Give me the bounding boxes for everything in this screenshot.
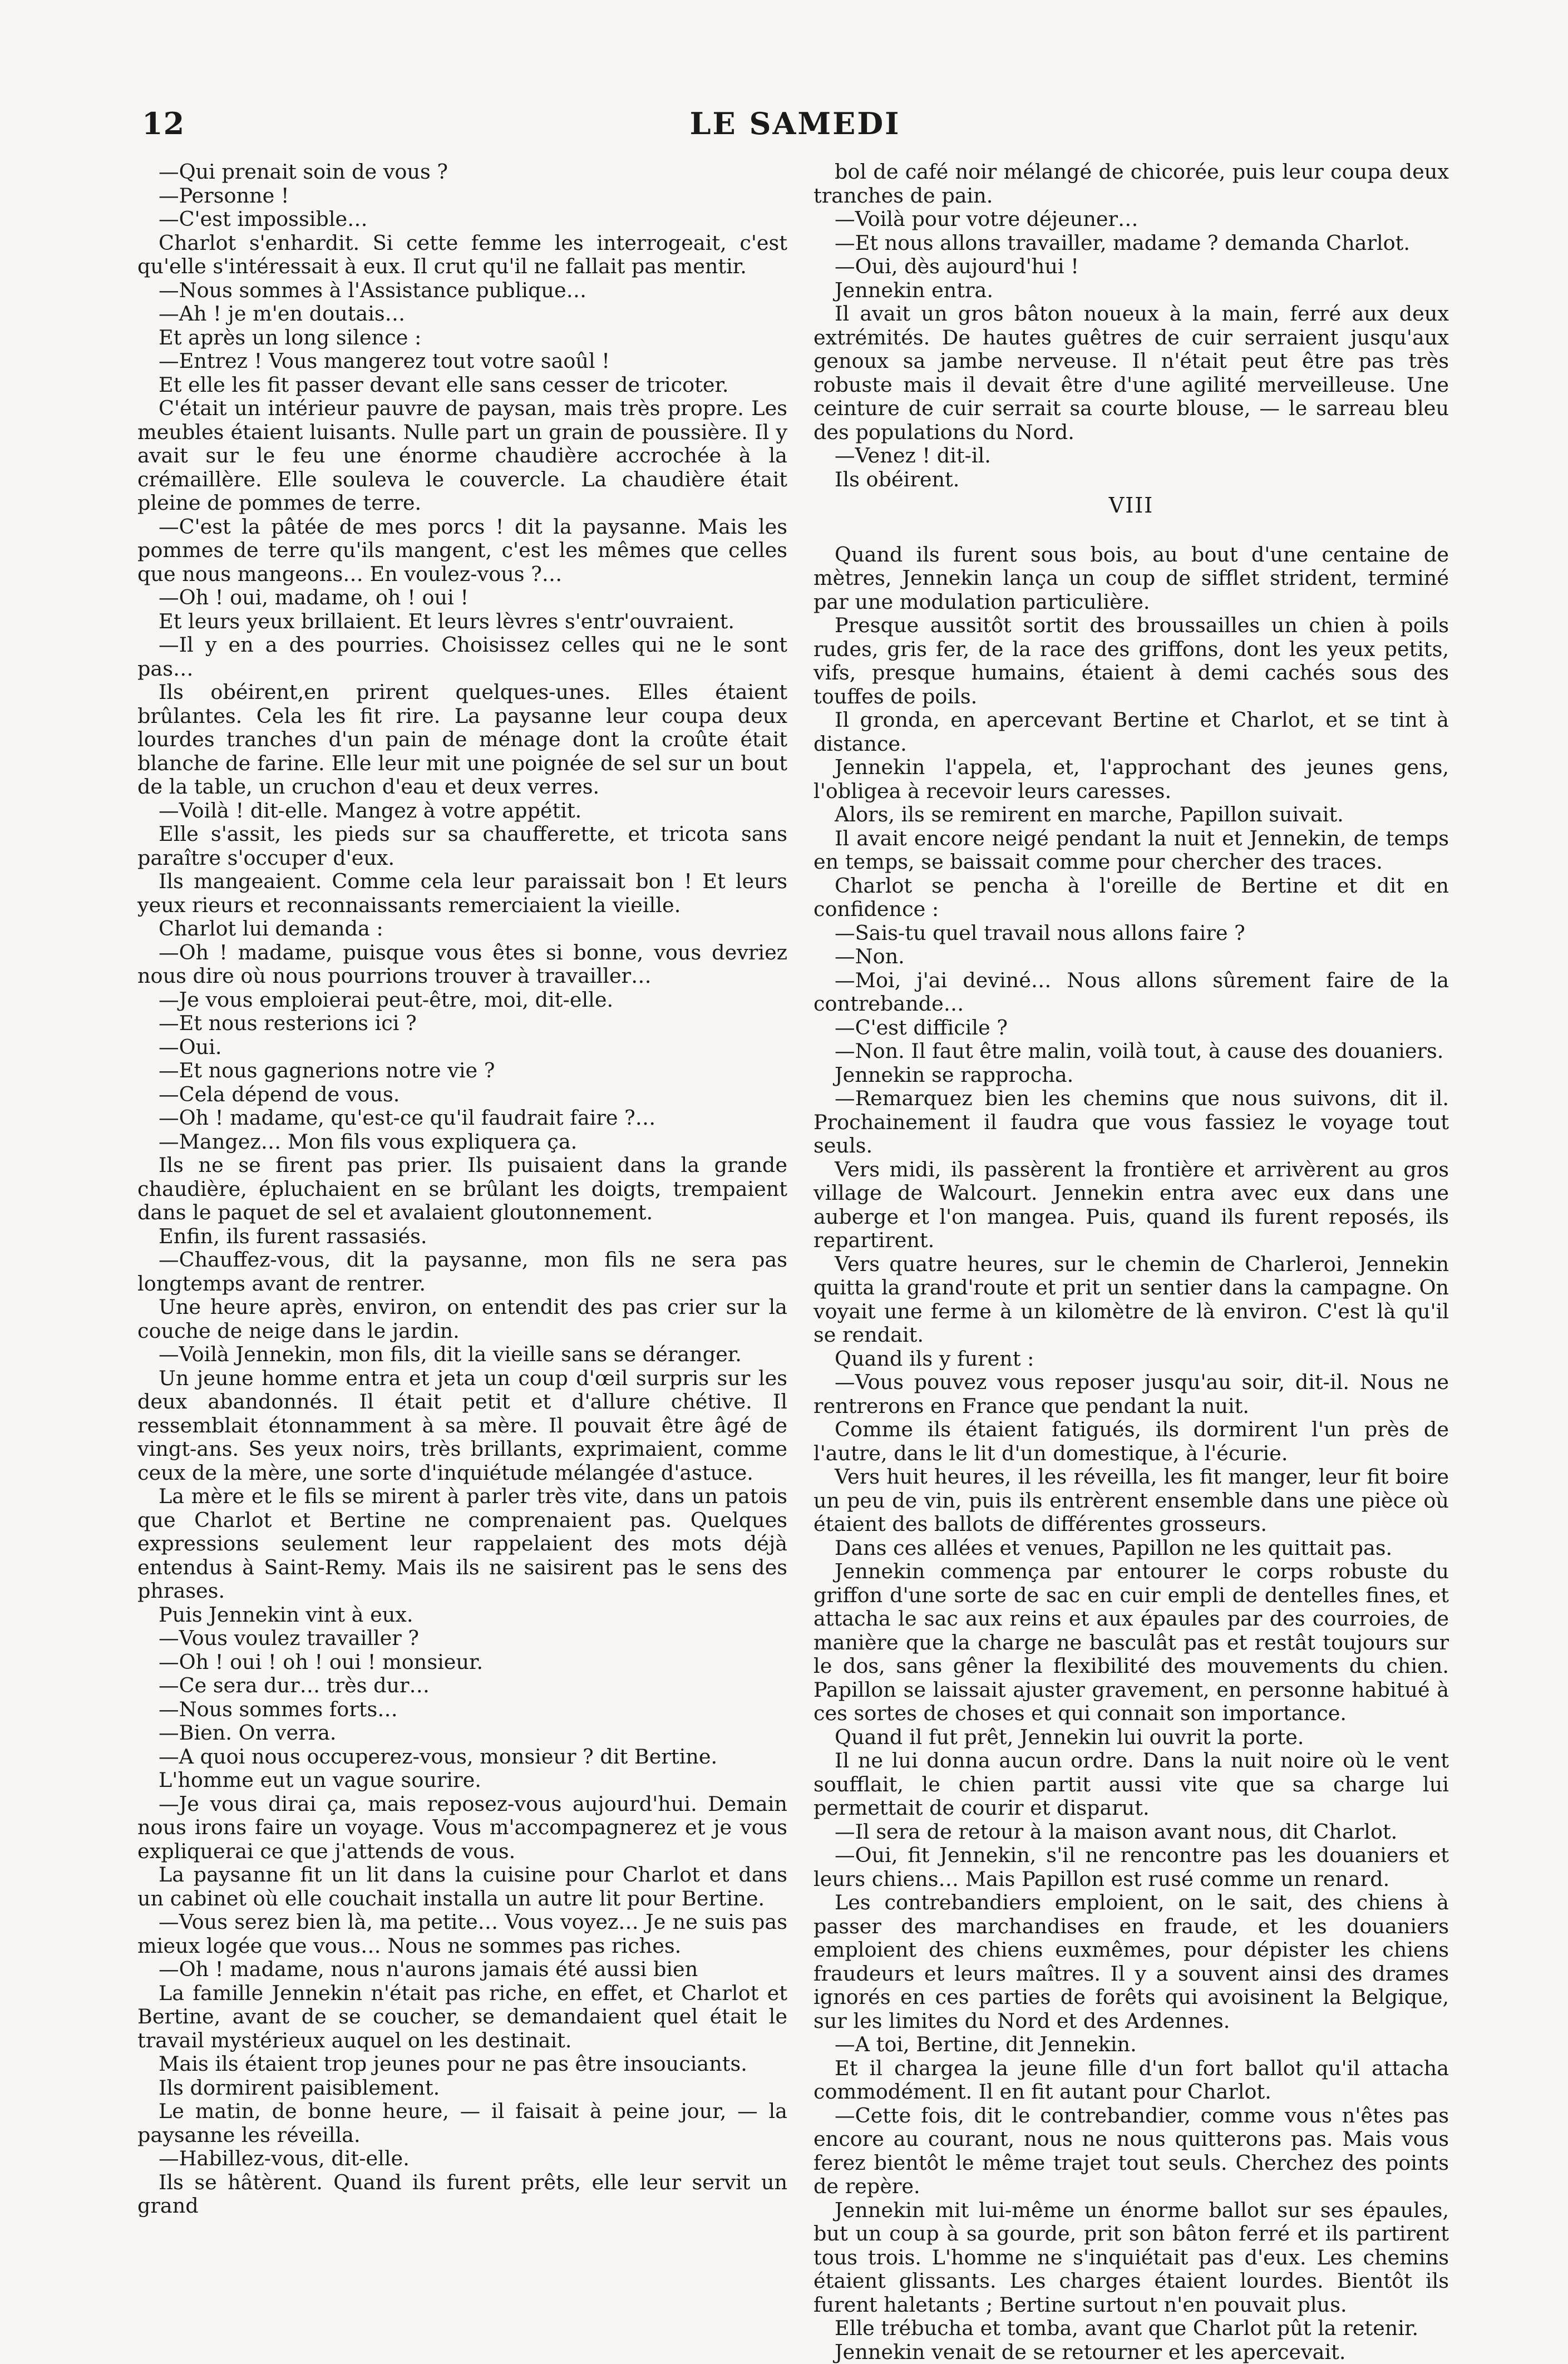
right-text-column xyxy=(813,160,1449,2364)
paragraph: —Il y en a des pourries. Choisissez celles qui ne le sont pas… xyxy=(137,633,787,681)
paragraph: Une heure après, environ, on entendit des pas crier sur la couche de neige dans le jardin. xyxy=(137,1296,787,1343)
paragraph: —Nous sommes forts… xyxy=(137,1698,787,1722)
paragraph: —Voilà Jennekin, mon fils, dit la vieille sans se déranger. xyxy=(137,1343,787,1367)
paragraph: —Voilà pour votre déjeuner… xyxy=(813,208,1449,232)
paragraph: L'homme eut un vague sourire. xyxy=(137,1769,787,1792)
paragraph: —Je vous emploierai peut-être, moi, dit-elle. xyxy=(137,988,787,1012)
paragraph: bol de café noir mélangé de chicorée, puis leur coupa deux tranches de pain. xyxy=(813,160,1449,208)
paragraph: —Personne ! xyxy=(137,184,787,208)
paragraph: —Voilà ! dit-elle. Mangez à votre appétit. xyxy=(137,799,787,823)
paragraph: Il gronda, en apercevant Bertine et Charlot, et se tint à distance. xyxy=(813,708,1449,756)
paragraph: La paysanne fit un lit dans la cuisine pour Charlot et dans un cabinet où elle couchait installa un autre lit pour Bertine. xyxy=(137,1863,787,1910)
paragraph: Enfin, ils furent rassasiés. xyxy=(137,1225,787,1249)
paragraph: —Et nous resterions ici ? xyxy=(137,1012,787,1036)
paragraph: —Oui. xyxy=(137,1036,787,1060)
paragraph: —Ah ! je m'en doutais… xyxy=(137,302,787,326)
paragraph: —Remarquez bien les chemins que nous suivons, dit il. Prochainement il faudra que vous fassiez le voyage tout seuls. xyxy=(813,1087,1449,1158)
paragraph: —Habillez-vous, dit-elle. xyxy=(137,2147,787,2171)
paragraph: —Vous pouvez vous reposer jusqu'au soir, dit-il. Nous ne rentrerons en France que pendant la nuit. xyxy=(813,1371,1449,1418)
paragraph: —A quoi nous occuperez-vous, monsieur ? dit Bertine. xyxy=(137,1745,787,1769)
paragraph: —Nous sommes à l'Assistance publique… xyxy=(137,279,787,303)
page-number: 12 xyxy=(142,106,185,141)
paragraph: Il avait un gros bâton noueux à la main, ferré aux deux extrémités. De hautes guêtres de cuir serraient jusqu'aux genoux sa jambe nerveuse. Il n'était peut être pas très robuste mais il devait être d'une agilité merveilleuse. Une ceinture de cuir serrait sa courte blouse, — le sarreau bleu des populations du Nord. xyxy=(813,302,1449,444)
paragraph: Il ne lui donna aucun ordre. Dans la nuit noire où le vent soufflait, le chien partit aussi vite que sa charge lui permettait de courir et disparut. xyxy=(813,1749,1449,1820)
paragraph: —A toi, Bertine, dit Jennekin. xyxy=(813,2033,1449,2057)
paragraph: Comme ils étaient fatigués, ils dormirent l'un près de l'autre, dans le lit d'un domestique, à l'écurie. xyxy=(813,1418,1449,1465)
paragraph: Et il chargea la jeune fille d'un fort ballot qu'il attacha commodément. Il en fit autant pour Charlot. xyxy=(813,2057,1449,2104)
paragraph: Jennekin venait de se retourner et les apercevait. xyxy=(813,2341,1449,2364)
paragraph: Les contrebandiers emploient, on le sait, des chiens à passer des marchandises en fraude, et les douaniers emploient des chiens euxmêmes, pour dépister les chiens fraudeurs et leurs maîtres. Il y a souvent ainsi des drames ignorés en ces parties de forêts qui avoisinent la Belgique, sur les limites du Nord et des Ardennes. xyxy=(813,1891,1449,2033)
paragraph: Et après un long silence : xyxy=(137,326,787,350)
paragraph: Quand ils furent sous bois, au bout d'une centaine de mètres, Jennekin lança un coup de sifflet strident, terminé par une modulation particulière. xyxy=(813,543,1449,614)
paragraph: Et elle les fit passer devant elle sans cesser de tricoter. xyxy=(137,373,787,397)
paragraph: —Oh ! oui ! oh ! oui ! monsieur. xyxy=(137,1651,787,1674)
paragraph: —Je vous dirai ça, mais reposez-vous aujourd'hui. Demain nous irons faire un voyage. Vous m'accompagnerez et je vous expliquerai ce que j'attends de vous. xyxy=(137,1792,787,1864)
paragraph: Vers huit heures, il les réveilla, les fit manger, leur fit boire un peu de vin, puis ils entrèrent ensemble dans une pièce où étaient des ballots de différentes grosseurs. xyxy=(813,1465,1449,1536)
paragraph: —Et nous allons travailler, madame ? demanda Charlot. xyxy=(813,232,1449,255)
paragraph: —Vous serez bien là, ma petite… Vous voyez… Je ne suis pas mieux logée que vous… Nous ne sommes pas riches. xyxy=(137,1910,787,1958)
paragraph: —Oui, dès aujourd'hui ! xyxy=(813,255,1449,279)
paragraph: —Et nous gagnerions notre vie ? xyxy=(137,1059,787,1083)
paragraph: —C'est impossible… xyxy=(137,208,787,232)
paragraph: —Oh ! madame, nous n'aurons jamais été aussi bien xyxy=(137,1958,787,1982)
paragraph: —Cette fois, dit le contrebandier, comme vous n'êtes pas encore au courant, nous ne nous quitterons pas. Mais vous ferez bientôt le même trajet tout seuls. Cherchez des points de repère. xyxy=(813,2104,1449,2199)
paragraph: Et leurs yeux brillaient. Et leurs lèvres s'entr'ouvraient. xyxy=(137,610,787,634)
chapter-heading: VIII xyxy=(813,494,1449,518)
paragraph: Le matin, de bonne heure, — il faisait à peine jour, — la paysanne les réveilla. xyxy=(137,2100,787,2147)
paragraph: —C'est la pâtée de mes porcs ! dit la paysanne. Mais les pommes de terre qu'ils mangent, c'est les mêmes que celles que nous mangeons… En voulez-vous ?… xyxy=(137,515,787,587)
paragraph: —Il sera de retour à la maison avant nous, dit Charlot. xyxy=(813,1820,1449,1844)
paragraph: Ils ne se firent pas prier. Ils puisaient dans la grande chaudière, épluchaient en se brûlant les doigts, trempaient dans le paquet de sel et avalaient gloutonnement. xyxy=(137,1154,787,1225)
paragraph: Charlot s'enhardit. Si cette femme les interrogeait, c'est qu'elle s'intéressait à eux. Il crut qu'il ne fallait pas mentir. xyxy=(137,232,787,279)
paragraph: —Non. xyxy=(813,945,1449,969)
paragraph: La mère et le fils se mirent à parler très vite, dans un patois que Charlot et Bertine ne comprenaient pas. Quelques expressions seulement leur rappelaient des mots déjà entendus à Saint-Remy. Mais ils ne saisirent pas le sens des phrases. xyxy=(137,1485,787,1603)
paragraph: —Vous voulez travailler ? xyxy=(137,1627,787,1651)
paragraph: —Entrez ! Vous mangerez tout votre saoûl ! xyxy=(137,349,787,373)
paragraph: —Oh ! oui, madame, oh ! oui ! xyxy=(137,586,787,610)
paragraph: Vers quatre heures, sur le chemin de Charleroi, Jennekin quitta la grand'route et prit un sentier dans la campagne. On voyait une ferme à un kilomètre de là environ. C'est là qu'il se rendait. xyxy=(813,1253,1449,1347)
paragraph: Jennekin mit lui-même un énorme ballot sur ses épaules, but un coup à sa gourde, prit son bâton ferré et ils partirent tous trois. L'homme ne s'inquiétait pas d'eux. Les chemins étaient glissants. Les charges étaient lourdes. Bientôt ils furent haletants ; Bertine surtout n'en pouvait plus. xyxy=(813,2199,1449,2317)
paragraph: Jennekin l'appela, et, l'approchant des jeunes gens, l'obligea à recevoir leurs caresses. xyxy=(813,756,1449,803)
paragraph: Elle trébucha et tomba, avant que Charlot pût la retenir. xyxy=(813,2317,1449,2341)
paragraph: —Ce sera dur… très dur… xyxy=(137,1674,787,1698)
paragraph: —Qui prenait soin de vous ? xyxy=(137,160,787,184)
paragraph: —Non. Il faut être malin, voilà tout, à cause des douaniers. xyxy=(813,1040,1449,1063)
paragraph: Jennekin se rapprocha. xyxy=(813,1063,1449,1087)
paragraph: Charlot se pencha à l'oreille de Bertine et dit en confidence : xyxy=(813,874,1449,922)
paragraph: Ils obéirent. xyxy=(813,468,1449,492)
paragraph: Elle s'assit, les pieds sur sa chaufferette, et tricota sans paraître s'occuper d'eux. xyxy=(137,823,787,870)
paragraph: Ils mangeaient. Comme cela leur paraissait bon ! Et leurs yeux rieurs et reconnaissants remerciaient la vieille. xyxy=(137,870,787,917)
paragraph: —Sais-tu quel travail nous allons faire ? xyxy=(813,922,1449,945)
left-text-column xyxy=(137,160,787,2218)
paragraph: —Venez ! dit-il. xyxy=(813,444,1449,468)
paragraph: Quand ils y furent : xyxy=(813,1347,1449,1371)
paragraph: Quand il fut prêt, Jennekin lui ouvrit la porte. xyxy=(813,1726,1449,1750)
paragraph: Puis Jennekin vint à eux. xyxy=(137,1603,787,1627)
paragraph: —C'est difficile ? xyxy=(813,1016,1449,1040)
paragraph: —Oui, fit Jennekin, s'il ne rencontre pas les douaniers et leurs chiens… Mais Papillon est rusé comme un renard. xyxy=(813,1844,1449,1891)
paragraph: Presque aussitôt sortit des broussailles un chien à poils rudes, gris fer, de la race des griffons, dont les yeux petits, vifs, presque humains, étaient à demi cachés sous des touffes de poils. xyxy=(813,614,1449,708)
paragraph: Charlot lui demanda : xyxy=(137,917,787,941)
paragraph: —Oh ! madame, qu'est-ce qu'il faudrait faire ?… xyxy=(137,1106,787,1130)
paragraph: Il avait encore neigé pendant la nuit et Jennekin, de temps en temps, se baissait comme pour chercher des traces. xyxy=(813,827,1449,874)
paragraph: Dans ces allées et venues, Papillon ne les quittait pas. xyxy=(813,1536,1449,1560)
paragraph: Jennekin entra. xyxy=(813,279,1449,303)
paragraph: Ils obéirent,en prirent quelques-unes. Elles étaient brûlantes. Cela les fit rire. La paysanne leur coupa deux lourdes tranches d'un pain de ménage dont la croûte était blanche de farine. Elle leur mit une poignée de sel sur un bout de la table, un cruchon d'eau et deux verres. xyxy=(137,681,787,799)
paragraph: Ils dormirent paisiblement. xyxy=(137,2076,787,2100)
paragraph: —Cela dépend de vous. xyxy=(137,1083,787,1107)
paragraph: Alors, ils se remirent en marche, Papillon suivait. xyxy=(813,803,1449,827)
paragraph: —Bien. On verra. xyxy=(137,1721,787,1745)
paragraph: Mais ils étaient trop jeunes pour ne pas être insouciants. xyxy=(137,2052,787,2076)
paragraph: C'était un intérieur pauvre de paysan, mais très propre. Les meubles étaient luisants. Nulle part un grain de poussière. Il y avait sur le feu une énorme chaudière accrochée à la crémaillère. Elle souleva le couvercle. La chaudière était pleine de pommes de terre. xyxy=(137,397,787,515)
paragraph: Ils se hâtèrent. Quand ils furent prêts, elle leur servit un grand xyxy=(137,2171,787,2218)
paragraph: Un jeune homme entra et jeta un coup d'œil surpris sur les deux abandonnés. Il était petit et d'allure chétive. Il ressemblait étonnamment à sa mère. Il pouvait être âgé de vingt-ans. Ses yeux noirs, très brillants, exprimaient, comme ceux de la mère, une sorte d'inquiétude mélangée d'astuce. xyxy=(137,1367,787,1485)
paragraph: —Moi, j'ai deviné… Nous allons sûrement faire de la contrebande… xyxy=(813,969,1449,1016)
paragraph: Vers midi, ils passèrent la frontière et arrivèrent au gros village de Walcourt. Jennekin entra avec eux dans une auberge et l'on mangea. Puis, quand ils furent reposés, ils repartirent. xyxy=(813,1158,1449,1253)
running-title: LE SAMEDI xyxy=(142,106,1448,141)
paragraph: —Oh ! madame, puisque vous êtes si bonne, vous devriez nous dire où nous pourrions trouver à travailler… xyxy=(137,941,787,988)
paragraph: Jennekin commença par entourer le corps robuste du griffon d'une sorte de sac en cuir empli de dentelles fines, et attacha le sac aux reins et aux épaules par des courroies, de manière que la charge ne basculât pas et restât toujours sur le dos, sans gêner la flexibilité des mouvements du chien. Papillon se laissait ajuster gravement, en personne habitué à ces sortes de choses et qui connait son importance. xyxy=(813,1560,1449,1726)
paragraph: —Chauffez-vous, dit la paysanne, mon fils ne sera pas longtemps avant de rentrer. xyxy=(137,1248,787,1296)
paragraph: La famille Jennekin n'était pas riche, en effet, et Charlot et Bertine, avant de se coucher, se demandaient quel était le travail mystérieux auquel on les destinait. xyxy=(137,1982,787,2053)
page-header xyxy=(142,106,1448,145)
paragraph: —Mangez… Mon fils vous expliquera ça. xyxy=(137,1130,787,1154)
